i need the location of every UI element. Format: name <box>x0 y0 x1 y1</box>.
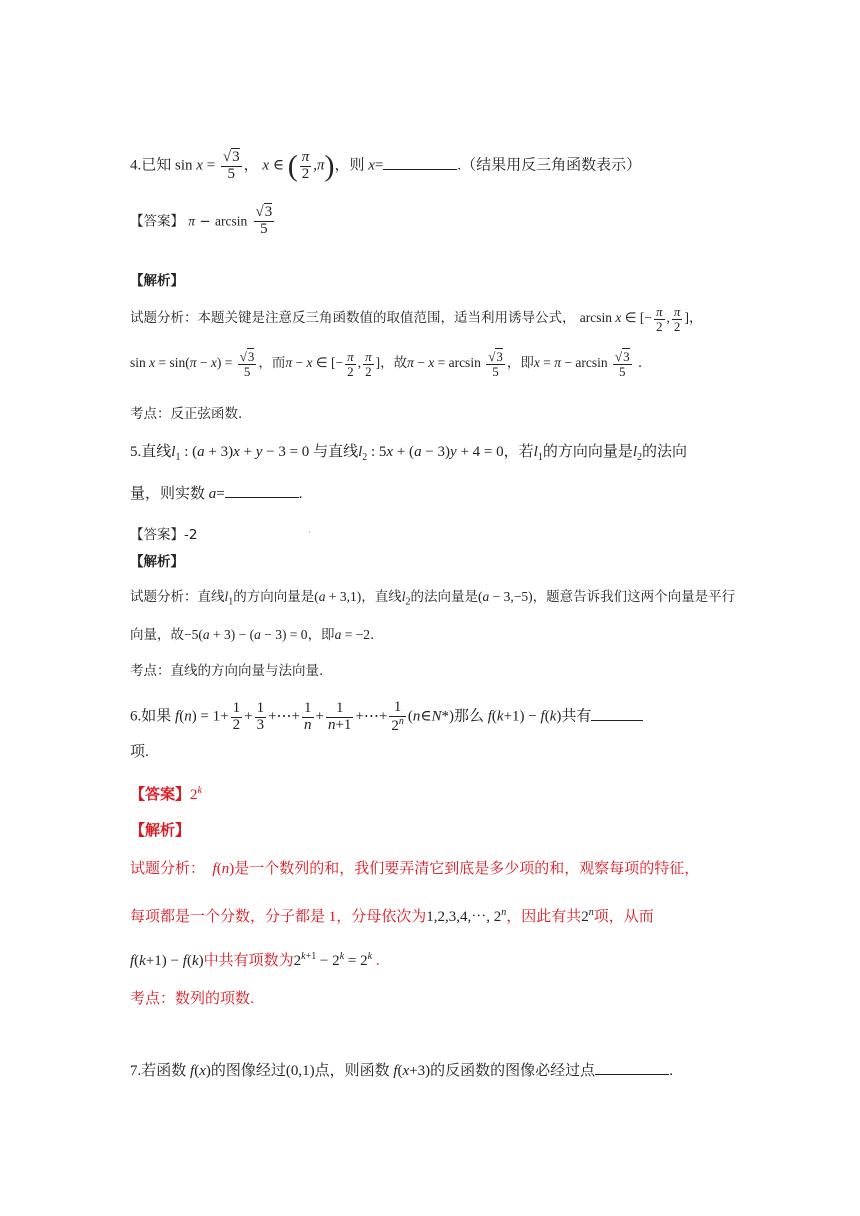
q4-answer-label: 【答案】 <box>130 213 184 230</box>
q4-a-mid1: ，而 <box>258 355 286 372</box>
q6-answer-line: 【答案】2$^k$ <box>130 785 202 803</box>
q5-t1: 直线 <box>141 444 172 460</box>
q4-a-mid3: ，即 <box>506 355 534 372</box>
q4-a-mid2: ，故 <box>380 355 408 372</box>
q5-a1: 试题分析：直线 <box>130 589 225 605</box>
q4-analysis-text1: 试题分析：本题关键是注意反三角函数值的取值范围，适当利用诱导公式， <box>130 310 576 327</box>
q5-question-line1: 5.直线$l_1$ : (a + 3)x + y − 3 = 0 与直线$l_2$ : 5x + (a − 3)y + 4 = 0，若$l_1$的方向向量是$l_2$的法向 <box>130 444 688 463</box>
q5-kaodian: 考点：直线的方向向量与法向量. <box>130 663 324 679</box>
q7-t2: 的图像经过(0,1)点，则函数 <box>210 1063 390 1079</box>
q6-t3: 共有 <box>561 708 592 725</box>
q7-answer-blank <box>595 1062 669 1075</box>
q4-analysis-line1: 试题分析：本题关键是注意反三角函数值的取值范围，适当利用诱导公式， arcsin x ∈ [− $\frac{\pi}{2}$ , $\frac{\pi}{2}$ ]， <box>130 304 703 334</box>
q4-hint: .（结果用反三角函数表示） <box>457 157 642 174</box>
q6-analysis-label: 【解析】 <box>130 823 191 839</box>
q4-frac: $\frac{√3}{5}$ <box>222 149 240 182</box>
q4-kaodian: 考点：反正弦函数. <box>130 406 243 422</box>
q6-a1: 试题分析： <box>130 861 206 877</box>
q6-line2: 项. <box>130 744 149 760</box>
q6-number: 6. <box>130 708 142 725</box>
q4-prefix: 已知 <box>141 157 172 174</box>
q5-question-line2 <box>130 485 302 502</box>
q5-end: . <box>298 486 303 502</box>
q6-a4: ，因此有共 <box>506 909 582 925</box>
q5-a5: ，题意告诉我们这两个向量是平行 <box>532 589 736 605</box>
q7-number: 7. <box>130 1063 142 1079</box>
q4-then: ，则 <box>334 157 365 174</box>
q5-var: a <box>208 486 217 502</box>
q6-a3: 每项都是一个分数，分子都是 1，分母依次为 <box>130 909 427 925</box>
q6-analysis-line1: 试题分析： f(n)是一个数列的和，我们要弄清它到底是多少项的和，观察每项的特征， <box>130 861 700 877</box>
q5-number: 5. <box>130 444 142 460</box>
q4-analysis-line2: sin x = sin(π − x) = $\frac{√3}{5}$ ，而π − x ∈ [− $\frac{\pi}{2}$ , $\frac{\pi}{2}$ ]，故π − x = arcsin $\frac{√3}{5}$ ，即x = π − arcsin $\frac{√3}{5}$ . <box>130 349 643 379</box>
q5-line2-text: 量，则实数 <box>130 486 206 502</box>
q6-a2: 是一个数列的和，我们要弄清它到底是多少项的和，观察每项的特征， <box>234 861 700 877</box>
q5-answer: -2 <box>184 527 198 543</box>
q5-analysis-line2: 向量，故−5(a + 3) − (a − 3) = 0，即a = −2. <box>130 627 375 643</box>
q7-t3: 的反函数的图像必经过点 <box>430 1063 596 1079</box>
q5-analysis-line1: 试题分析：直线$l_1$的方向向量是(a + 3,1)，直线$l_2$的法向量是(a − 3,−5)，题意告诉我们这两个向量是平行 <box>130 589 736 608</box>
q6-t1: 如果 <box>141 708 172 725</box>
q4-number: 4. <box>130 157 142 174</box>
q5-eq: = <box>216 486 225 502</box>
q5-t4: 的方向向量是 <box>542 444 633 460</box>
stray-mark: · <box>308 528 311 537</box>
q7-t1: 若函数 <box>141 1063 187 1079</box>
q5-a3: ，直线 <box>361 589 402 605</box>
q5-answer-blank <box>225 485 299 498</box>
q4-var: x <box>368 157 375 174</box>
q5-t5: 的法向 <box>642 444 688 460</box>
q5-a4: 的法向量是 <box>410 589 479 605</box>
q6-question-line1: 6.如果 f(n) = 1+ $\frac{1}{2}$ + $\frac{1}{3}$ +⋯+ $\frac{1}{n}$ + $\frac{1}{n+1}$ +⋯+ $\frac{1}{2^n}$ (n∈N*)那么 f(k+1) − f(k)共有 <box>130 700 643 735</box>
q5-a7: ，即 <box>307 627 335 643</box>
q6-a6: 中共有项数为 <box>203 953 294 969</box>
q4-analysis-label: 【解析】 <box>130 273 184 289</box>
q6-analysis-line3: f(k+1) − f(k)中共有项数为$2^{k+1} - 2^k = 2^k$ . <box>130 951 380 969</box>
q5-answer-line <box>130 529 197 543</box>
q5-t3: ，若 <box>503 444 534 460</box>
q4-eq: = <box>374 157 384 174</box>
q5-t2: 与直线 <box>313 444 359 460</box>
q6-a5: 项，从而 <box>593 909 654 925</box>
q6-analysis-line2: 每项都是一个分数，分子都是 1，分母依次为1,2,3,4,⋯, 2$^n$，因此有共2$^n$项，从而 <box>130 907 654 925</box>
q4-answer-blank <box>383 157 457 170</box>
q5-a6: 向量，故 <box>130 627 184 643</box>
q4-sep: ， <box>243 157 259 174</box>
q5-answer-label: 【答案】 <box>130 527 184 543</box>
q5-a2: 的方向向量是 <box>233 589 315 605</box>
q5-analysis-label: 【解析】 <box>130 554 184 570</box>
q6-t2: 那么 <box>453 708 484 725</box>
q6-answer-label: 【答案】 <box>130 787 191 803</box>
q4-question: 4.已知 sin x = $\frac{√3}{5}$ ， x ∈ ( $\frac{\pi}{2}$ ,π)，则 x= .（结果用反三角函数表示） <box>130 149 642 183</box>
q4-answer-line: 【答案】 π − arcsin $\frac{√3}{5}$ <box>130 204 273 237</box>
q6-kaodian: 考点：数列的项数. <box>130 991 254 1007</box>
q7-end: . <box>669 1063 673 1079</box>
q6-answer-blank <box>591 708 643 721</box>
q7-question: 7.若函数 f(x)的图像经过(0,1)点，则函数 f(x+3)的反函数的图像必经过点 . <box>130 1063 673 1079</box>
